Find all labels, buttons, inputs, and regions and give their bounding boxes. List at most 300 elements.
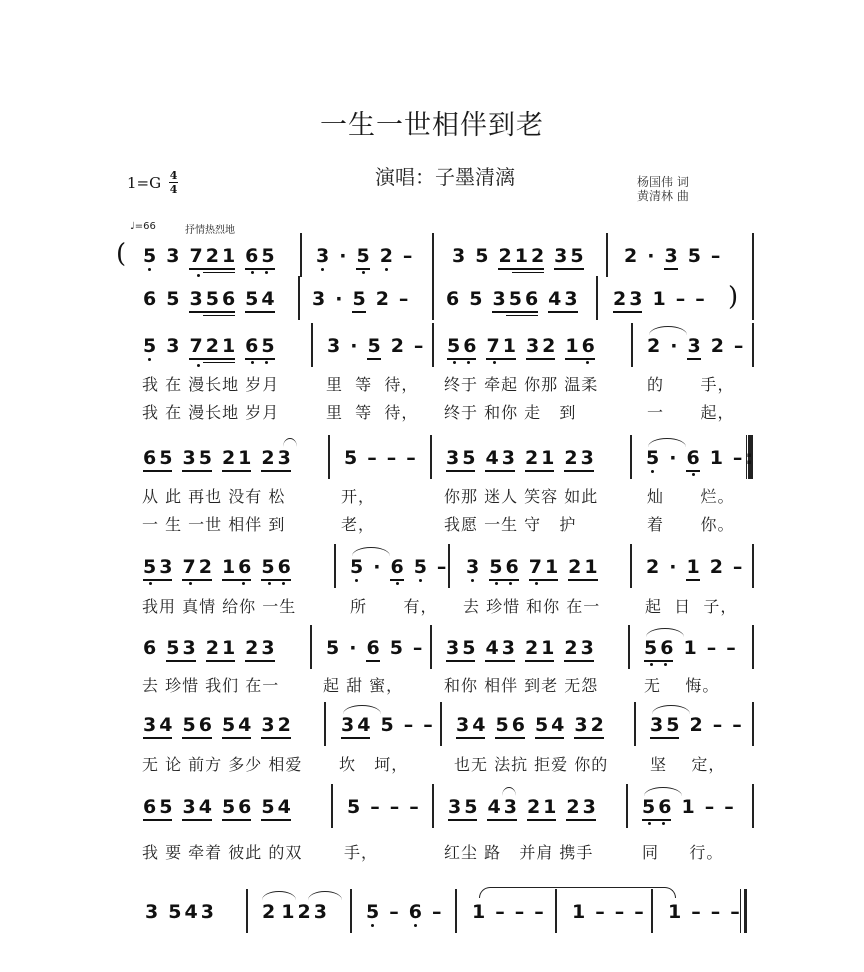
note: – [695, 288, 705, 310]
note-digits [705, 796, 715, 818]
note-group [367, 447, 377, 469]
note: 5 [356, 245, 370, 267]
note: – [370, 796, 380, 818]
note: 4 [159, 714, 173, 736]
note: 5 [347, 796, 361, 818]
note-group [554, 245, 583, 270]
note: 4 [551, 714, 565, 736]
note: – [710, 901, 721, 923]
note-digits [403, 245, 413, 267]
note-group [447, 335, 476, 366]
note-group [409, 901, 422, 929]
note-group [548, 288, 577, 313]
note-group [526, 335, 555, 360]
note-group [624, 245, 637, 267]
lyric-text: 灿 烂。 [647, 487, 735, 506]
note-digits [326, 637, 339, 659]
octave-dots [449, 360, 474, 366]
underline-beam [566, 819, 595, 821]
note: 6 [143, 637, 157, 659]
note-digits [446, 447, 475, 469]
underline-beam [182, 470, 211, 472]
measure [327, 335, 423, 360]
lyric-text: 和你 相伴 到老 无怨 [444, 676, 599, 695]
note: 3 [182, 447, 196, 469]
note-group [366, 637, 379, 662]
note-group [376, 288, 389, 310]
note: 6 [143, 447, 157, 469]
note: 4 [485, 447, 499, 469]
note-digits [566, 796, 595, 818]
note-group [566, 796, 595, 821]
note: 1 [502, 335, 516, 357]
underline-beam [564, 660, 593, 662]
note-group [189, 335, 235, 369]
note-group [423, 714, 433, 736]
note-group [404, 714, 414, 736]
note-digits [189, 288, 235, 310]
measure [647, 335, 743, 360]
note-group [534, 901, 544, 923]
note-digits [390, 637, 403, 659]
note: – [534, 901, 544, 923]
note-digits [414, 556, 427, 578]
lyric-text: 无 悔。 [644, 676, 720, 695]
note-digits [261, 447, 290, 469]
note-group [456, 714, 485, 739]
underline-beam [613, 311, 642, 313]
note-group [166, 335, 179, 357]
note: 5 [570, 245, 584, 267]
note: 3 [687, 335, 701, 357]
underline-beam-double [203, 315, 235, 317]
note: – [402, 245, 413, 267]
barline [631, 323, 633, 367]
underline-beam [456, 737, 485, 739]
note: 5 [182, 714, 196, 736]
note-digits [689, 714, 702, 736]
lyric-text: 老， [341, 515, 376, 534]
barline [331, 784, 333, 828]
note-digits [344, 447, 357, 469]
note-digits [688, 245, 701, 267]
note: · [373, 556, 381, 578]
note-group [683, 637, 696, 659]
tie-arc [644, 787, 682, 796]
note-group [730, 901, 740, 923]
note-group [182, 714, 211, 739]
note: 5 [221, 714, 236, 736]
note: – [614, 901, 625, 923]
barline [432, 323, 434, 367]
measure [316, 245, 412, 276]
note-group [387, 447, 397, 469]
note-group [564, 637, 593, 662]
note-group [206, 637, 235, 662]
tie-arc [646, 628, 684, 637]
note-digits [548, 288, 577, 310]
note-group [390, 556, 403, 587]
close-parenthesis: ) [728, 282, 739, 312]
note-digits [261, 556, 290, 578]
note: 5 [166, 288, 180, 310]
barline [350, 889, 352, 933]
note: 2 [646, 556, 660, 578]
note: 5 [143, 556, 157, 578]
note-digits [312, 288, 325, 310]
note: – [706, 637, 717, 659]
measure [446, 637, 594, 662]
note: 6 [686, 447, 700, 469]
underline-beam [495, 737, 524, 739]
note: 3 [446, 637, 460, 659]
note-group [695, 288, 705, 310]
measure [341, 714, 433, 739]
note: 3 [503, 796, 517, 818]
measure [143, 796, 291, 821]
note: – [726, 637, 736, 659]
note: 3 [261, 714, 275, 736]
note: 2 [375, 288, 389, 310]
note-digits [646, 447, 659, 469]
author-credits [637, 175, 689, 203]
note: 4 [357, 714, 371, 736]
underline-beam [568, 579, 597, 581]
note: 5 [462, 637, 476, 659]
note-group [688, 245, 701, 267]
note: 1 [221, 335, 236, 357]
note-group [686, 556, 699, 581]
note-digits [724, 796, 734, 818]
lyric-text: 起 甜 蜜， [323, 676, 404, 695]
note-group [316, 245, 329, 273]
note-group [711, 335, 724, 357]
note-digits [245, 288, 274, 310]
note-digits [356, 245, 369, 267]
octave-dots [145, 581, 170, 587]
note: 6 [143, 288, 157, 310]
note-digits [366, 901, 379, 923]
note: 6 [505, 556, 519, 578]
key-label: 1=G [127, 173, 162, 192]
note: – [398, 288, 409, 310]
note-group [245, 245, 274, 276]
note: 2 [524, 447, 539, 469]
lyric-text: 我 在 漫长地 岁月 [142, 375, 280, 394]
note-group [261, 556, 290, 587]
barline [310, 625, 312, 669]
note-group [724, 796, 734, 818]
note: – [634, 901, 644, 923]
note-digits [525, 637, 554, 659]
note: – [730, 901, 740, 923]
note-digits [681, 796, 694, 818]
note-group [414, 335, 424, 357]
underline-beam [182, 819, 211, 821]
note: 7 [189, 335, 203, 357]
note: – [413, 335, 424, 357]
octave-dots [392, 581, 403, 587]
underline-beam [487, 819, 516, 821]
octave-dots [688, 472, 699, 478]
measure [143, 447, 291, 472]
octave-dots [489, 360, 514, 366]
open-parenthesis: ( [116, 239, 127, 269]
note-group [143, 245, 156, 273]
tie-arc [352, 547, 390, 556]
lyric-text: 所 有， [350, 597, 438, 616]
note: 6 [390, 556, 404, 578]
note-digits [646, 556, 659, 578]
note-group [529, 556, 558, 587]
note-digits [399, 288, 409, 310]
note: 1 [709, 447, 723, 469]
note: 1 [686, 556, 700, 578]
measure [143, 288, 275, 316]
note-group [380, 714, 393, 736]
note: 5 [168, 901, 182, 923]
measure [350, 556, 446, 587]
lyric-text: 的 手， [647, 375, 735, 394]
note: 2 [568, 556, 582, 578]
measure [642, 796, 734, 827]
note-group [485, 447, 514, 472]
measure [646, 556, 742, 581]
note-digits [316, 245, 329, 267]
note: 1 [221, 245, 236, 267]
note: 2 [624, 245, 638, 267]
measure [143, 245, 275, 279]
note-group [492, 288, 538, 316]
note-digits [327, 335, 340, 357]
note-group [390, 637, 403, 659]
note-digits [695, 288, 705, 310]
underline-beam [650, 737, 679, 739]
note-digits [713, 714, 723, 736]
note-group [261, 447, 290, 472]
note-digits [515, 901, 525, 923]
note-group [726, 637, 736, 659]
note-digits [341, 714, 370, 736]
note: 5 [344, 447, 358, 469]
note-digits [222, 447, 251, 469]
note-group [527, 796, 556, 821]
note-group [647, 335, 660, 357]
note-digits [733, 556, 743, 578]
tie-arc [502, 787, 516, 796]
barline [752, 702, 754, 746]
note-digits [448, 796, 477, 818]
note-group [222, 714, 251, 739]
note: 3 [312, 288, 326, 310]
tie-arc [308, 891, 342, 900]
note-digits [565, 335, 594, 357]
note: 5 [261, 245, 275, 267]
note-group [515, 901, 525, 923]
note-group [670, 335, 677, 357]
note-group [713, 714, 723, 736]
note: – [403, 714, 414, 736]
measure [650, 714, 742, 739]
note-group [347, 796, 360, 818]
note: 1 [541, 447, 555, 469]
note: – [675, 288, 686, 310]
note-group [475, 245, 488, 267]
barline [311, 323, 313, 367]
note-digits [143, 637, 156, 659]
note: 3 [189, 288, 203, 310]
note-digits [564, 637, 593, 659]
note-group [642, 796, 671, 827]
barline [634, 702, 636, 746]
note: · [670, 335, 678, 357]
barline [298, 276, 300, 320]
note: 6 [524, 288, 539, 310]
note-digits [182, 714, 211, 736]
note-digits [711, 901, 721, 923]
note-digits [182, 796, 211, 818]
note-digits [595, 901, 605, 923]
note: 4 [472, 714, 486, 736]
octave-dots [193, 273, 232, 279]
note-group [613, 288, 642, 313]
note-digits [498, 245, 544, 267]
song-title: 一生一世相伴到老 [320, 110, 544, 141]
note-digits [222, 714, 251, 736]
note: – [406, 447, 416, 469]
note: 1 [681, 796, 695, 818]
measure [452, 245, 584, 273]
note-group [413, 637, 423, 659]
measure [344, 447, 416, 469]
note-group [143, 556, 172, 587]
barline [752, 323, 754, 367]
note: 2 [379, 245, 393, 267]
note: 5 [475, 245, 489, 267]
note-group [327, 335, 340, 357]
note-group [166, 288, 179, 310]
note: 3 [166, 245, 180, 267]
note-digits [534, 901, 544, 923]
note-group [448, 796, 477, 821]
note-group [182, 796, 211, 821]
note-digits [615, 901, 625, 923]
note-digits [644, 637, 673, 659]
note: – [514, 901, 525, 923]
note: – [409, 796, 419, 818]
note-digits [469, 288, 482, 310]
note-digits [650, 714, 679, 736]
note: – [495, 901, 505, 923]
note-group [652, 288, 665, 310]
note-digits [143, 335, 156, 357]
note: 3 [159, 556, 173, 578]
note-group [344, 447, 357, 469]
note: 6 [221, 288, 236, 310]
barline [455, 889, 457, 933]
note-digits [472, 901, 485, 923]
note-digits [206, 637, 235, 659]
note: 3 [143, 714, 157, 736]
note-group [687, 335, 700, 360]
note-group [469, 288, 482, 310]
measure [143, 335, 275, 369]
note: 7 [528, 556, 542, 578]
measure [466, 556, 598, 587]
note: · [647, 245, 655, 267]
note: 6 [446, 288, 460, 310]
tie-arc [262, 891, 296, 900]
underline-beam [527, 819, 556, 821]
octave-dots [646, 662, 671, 668]
note-digits [347, 796, 360, 818]
octave-dots [351, 578, 362, 584]
singer-credit: 演唱：子墨清漓 [375, 165, 515, 189]
note-digits [143, 556, 172, 578]
note-group [466, 556, 479, 584]
note-digits [168, 901, 214, 923]
note-digits [492, 288, 538, 310]
note: 2 [205, 245, 219, 267]
note: 2 [221, 447, 236, 469]
note-group [350, 335, 357, 357]
note-group [495, 901, 505, 923]
measure [312, 288, 408, 313]
note: 3 [182, 796, 196, 818]
note-digits [261, 714, 290, 736]
note-digits [529, 556, 558, 578]
note-group [733, 447, 753, 469]
note-digits [487, 796, 516, 818]
measure [668, 901, 740, 923]
note: 2 [498, 245, 512, 267]
octave-dots [531, 581, 556, 587]
note-digits [166, 637, 195, 659]
barline [752, 233, 754, 277]
note-group [487, 796, 516, 821]
note: – [386, 447, 397, 469]
measure [572, 901, 644, 923]
barline [324, 702, 326, 746]
note: 5 [413, 556, 427, 578]
note-digits [245, 335, 274, 357]
note-group [710, 447, 723, 469]
barline [752, 625, 754, 669]
note-group [732, 714, 742, 736]
note-group [646, 556, 659, 578]
barline [626, 784, 628, 828]
note: 2 [205, 637, 219, 659]
note-group [143, 796, 172, 821]
note-digits [568, 556, 597, 578]
note: 4 [548, 288, 562, 310]
underline-beam [498, 268, 544, 270]
octave-dots [247, 270, 272, 276]
note-digits [409, 796, 419, 818]
underline-beam [535, 737, 564, 739]
note: 2 [613, 288, 627, 310]
note-digits [143, 245, 156, 267]
note: 5 [352, 288, 366, 310]
underline-beam-double [506, 315, 538, 317]
note: 3 [456, 714, 470, 736]
note-group [432, 901, 442, 923]
note-group [189, 288, 235, 316]
barline [448, 544, 450, 588]
lyric-text: 从 此 再也 没有 松 [142, 487, 286, 506]
note-group [261, 796, 290, 821]
barline [334, 544, 336, 588]
